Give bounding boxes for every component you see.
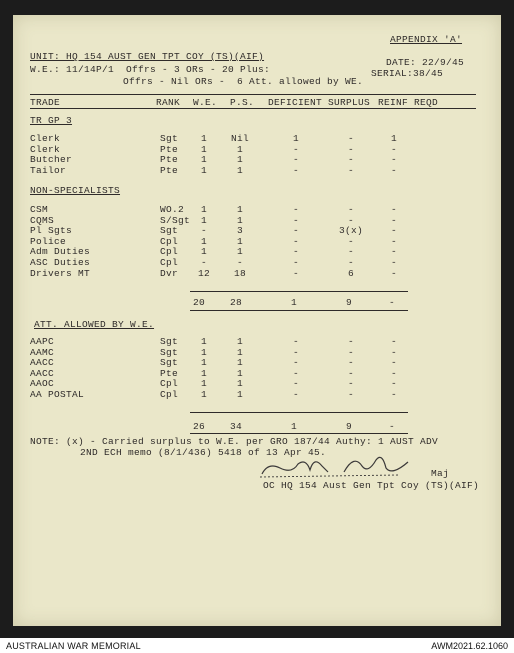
table-cell-trade: Pl Sgts — [30, 225, 73, 237]
table-cell-surplus: - — [347, 235, 354, 247]
table-cell-we: 1 — [200, 389, 207, 400]
table-cell-we: 1 — [200, 154, 207, 166]
table-cell-deficient: - — [292, 357, 299, 369]
table-cell-deficient: - — [292, 246, 299, 258]
table-cell-trade: Police — [30, 235, 67, 247]
table-cell-surplus: - — [347, 133, 354, 144]
subtotal-reinf: - — [388, 297, 395, 308]
table-cell-rank: Pte — [160, 367, 179, 379]
table-cell-surplus: 6 — [347, 267, 354, 279]
date-line: DATE: 22/9/45 — [386, 57, 465, 68]
table-cell-trade: AAPC — [30, 336, 55, 347]
table-cell-we: 1 — [200, 143, 207, 155]
table-cell-trade: Clerk — [30, 143, 61, 155]
table-cell-we: 1 — [200, 336, 207, 347]
table-cell-ps: 1 — [236, 235, 243, 247]
unit-line: UNIT: HQ 154 AUST GEN TPT COY (TS)(AIF) — [30, 51, 265, 62]
table-cell-rank: Cpl — [160, 378, 179, 390]
table-cell-deficient: - — [292, 336, 299, 347]
table-cell-rank: Cpl — [160, 389, 179, 400]
note-line-2: 2ND ECH memo (8/1/436) 5418 of 13 Apr 45. — [80, 447, 327, 458]
total-reinf: - — [388, 421, 395, 432]
total-rule-bottom — [190, 433, 408, 434]
table-cell-rank: Sgt — [160, 346, 179, 358]
table-cell-we: 1 — [200, 204, 207, 215]
table-cell-ps: 1 — [236, 346, 243, 358]
table-cell-ps: 1 — [236, 336, 243, 347]
table-cell-trade: AA POSTAL — [30, 389, 85, 400]
table-cell-rank: Cpl — [160, 235, 179, 247]
col-rank: RANK — [156, 97, 181, 108]
table-cell-reinf: - — [390, 164, 397, 176]
table-cell-reinf: - — [390, 367, 397, 379]
table-cell-deficient: - — [292, 204, 299, 215]
col-surplus: SURPLUS — [328, 97, 371, 108]
table-cell-we: 1 — [200, 164, 207, 176]
col-deficient: DEFICIENT — [268, 97, 323, 108]
table-cell-reinf: - — [390, 154, 397, 166]
table-cell-rank: Sgt — [160, 225, 179, 237]
table-cell-trade: Drivers MT — [30, 267, 91, 279]
table-cell-deficient: - — [292, 367, 299, 379]
table-cell-rank: Dvr — [160, 267, 179, 279]
table-cell-surplus: - — [347, 214, 354, 226]
table-cell-deficient: - — [292, 235, 299, 247]
table-cell-trade: AAMC — [30, 346, 55, 358]
total-we: 26 — [192, 421, 205, 432]
table-cell-deficient: - — [292, 378, 299, 390]
table-cell-reinf: - — [390, 257, 397, 268]
table-cell-ps: 18 — [233, 267, 246, 279]
table-cell-rank: Sgt — [160, 336, 179, 347]
table-cell-deficient: - — [292, 164, 299, 176]
footer-accession-number: AWM2021.62.1060 — [431, 641, 508, 651]
table-cell-we: 1 — [200, 246, 207, 258]
table-cell-rank: Pte — [160, 143, 179, 155]
section-title-att: ATT. ALLOWED BY W.E. — [34, 319, 155, 330]
header-rule-bottom — [30, 108, 476, 109]
table-cell-reinf: - — [390, 378, 397, 390]
signoff-title: OC HQ 154 Aust Gen Tpt Coy (TS)(AIF) — [263, 480, 480, 491]
col-we: W.E. — [193, 97, 218, 108]
section-title-nonspec: NON-SPECIALISTS — [30, 185, 121, 196]
table-cell-ps: 1 — [236, 246, 243, 258]
table-cell-deficient: - — [292, 154, 299, 166]
col-ps: P.S. — [230, 97, 255, 108]
table-cell-surplus: - — [347, 204, 354, 215]
table-cell-reinf: - — [390, 143, 397, 155]
we-line: W.E.: 11/14P/1 Offrs - 3 ORs - 20 Plus: — [30, 64, 271, 75]
table-cell-rank: S/Sgt — [160, 214, 191, 226]
table-cell-rank: Cpl — [160, 246, 179, 258]
table-cell-deficient: - — [292, 143, 299, 155]
table-cell-ps: 1 — [236, 214, 243, 226]
footer-archive-name: AUSTRALIAN WAR MEMORIAL — [6, 641, 141, 651]
appendix-label: APPENDIX 'A' — [390, 34, 463, 45]
table-cell-rank: Cpl — [160, 257, 179, 268]
table-cell-reinf: - — [390, 214, 397, 226]
table-cell-trade: AACC — [30, 367, 55, 379]
table-cell-rank: Pte — [160, 154, 179, 166]
table-cell-trade: Clerk — [30, 133, 61, 144]
total-ps: 34 — [229, 421, 242, 432]
table-cell-ps: 1 — [236, 154, 243, 166]
table-cell-we: - — [200, 257, 207, 268]
table-cell-surplus: - — [347, 143, 354, 155]
col-reinf: REINF REQD — [378, 97, 439, 108]
table-cell-surplus: - — [347, 357, 354, 369]
table-cell-we: 1 — [200, 378, 207, 390]
table-cell-surplus: - — [347, 378, 354, 390]
table-cell-we: 1 — [200, 357, 207, 369]
table-cell-reinf: - — [390, 246, 397, 258]
table-cell-reinf: - — [390, 235, 397, 247]
table-cell-ps: 1 — [236, 164, 243, 176]
subtotal-rule-bottom — [190, 310, 408, 311]
table-cell-ps: 1 — [236, 378, 243, 390]
table-cell-deficient: - — [292, 214, 299, 226]
table-cell-we: 1 — [200, 133, 207, 144]
table-cell-surplus: - — [347, 389, 354, 400]
table-cell-rank: Sgt — [160, 357, 179, 369]
table-cell-surplus: - — [347, 246, 354, 258]
table-cell-ps: - — [236, 257, 243, 268]
table-cell-surplus: 3(x) — [338, 225, 363, 237]
subtotal-deficient: 1 — [290, 297, 297, 308]
table-cell-we: 1 — [200, 235, 207, 247]
table-cell-we: 1 — [200, 367, 207, 379]
table-cell-deficient: - — [292, 346, 299, 358]
table-cell-we: - — [200, 225, 207, 237]
table-cell-rank: Sgt — [160, 133, 179, 144]
table-cell-ps: 1 — [236, 204, 243, 215]
table-cell-deficient: - — [292, 225, 299, 237]
signoff-rank: Maj — [431, 468, 450, 479]
offrs-line: Offrs - Nil ORs - 6 Att. allowed by WE. — [123, 76, 364, 87]
section-title-gp3: TR GP 3 — [30, 115, 73, 126]
col-trade: TRADE — [30, 97, 61, 108]
table-cell-reinf: - — [390, 204, 397, 215]
table-cell-we: 1 — [200, 214, 207, 226]
table-cell-trade: Tailor — [30, 164, 67, 176]
table-cell-reinf: - — [390, 346, 397, 358]
table-cell-deficient: 1 — [292, 133, 299, 144]
table-cell-reinf: 1 — [390, 133, 397, 144]
table-cell-trade: ASC Duties — [30, 257, 91, 268]
table-cell-ps: 1 — [236, 367, 243, 379]
table-cell-deficient: - — [292, 267, 299, 279]
table-cell-reinf: - — [390, 357, 397, 369]
table-cell-trade: AAOC — [30, 378, 55, 390]
table-cell-reinf: - — [390, 267, 397, 279]
table-cell-trade: Butcher — [30, 154, 73, 166]
table-cell-trade: Adm Duties — [30, 246, 91, 258]
total-surplus: 9 — [345, 421, 352, 432]
subtotal-rule-top — [190, 291, 408, 292]
table-cell-trade: CQMS — [30, 214, 55, 226]
table-cell-rank: WO.2 — [160, 204, 185, 215]
table-cell-reinf: - — [390, 225, 397, 237]
table-cell-ps: 1 — [236, 143, 243, 155]
subtotal-surplus: 9 — [345, 297, 352, 308]
handwritten-signature — [258, 448, 428, 480]
total-deficient: 1 — [290, 421, 297, 432]
table-cell-deficient: - — [292, 257, 299, 268]
table-cell-surplus: - — [347, 367, 354, 379]
table-cell-surplus: - — [347, 154, 354, 166]
subtotal-ps: 28 — [229, 297, 242, 308]
table-cell-reinf: - — [390, 389, 397, 400]
table-cell-trade: CSM — [30, 204, 49, 215]
note-line-1: NOTE: (x) - Carried surplus to W.E. per GRO 187/44 Authy: 1 AUST ADV — [30, 436, 439, 447]
total-rule-top — [190, 412, 408, 413]
table-cell-we: 1 — [200, 346, 207, 358]
table-cell-ps: 1 — [236, 357, 243, 369]
table-cell-deficient: - — [292, 389, 299, 400]
table-cell-trade: AACC — [30, 357, 55, 369]
subtotal-we: 20 — [192, 297, 205, 308]
table-cell-surplus: - — [347, 336, 354, 347]
table-cell-surplus: - — [347, 164, 354, 176]
serial-line: SERIAL:38/45 — [371, 68, 444, 79]
table-cell-ps: 3 — [236, 225, 243, 237]
table-cell-reinf: - — [390, 336, 397, 347]
table-cell-ps: 1 — [236, 389, 243, 400]
table-cell-we: 12 — [197, 267, 210, 279]
table-cell-rank: Pte — [160, 164, 179, 176]
table-cell-surplus: - — [347, 346, 354, 358]
table-cell-surplus: - — [347, 257, 354, 268]
header-rule-top — [30, 94, 476, 95]
table-cell-ps: Nil — [230, 133, 249, 144]
